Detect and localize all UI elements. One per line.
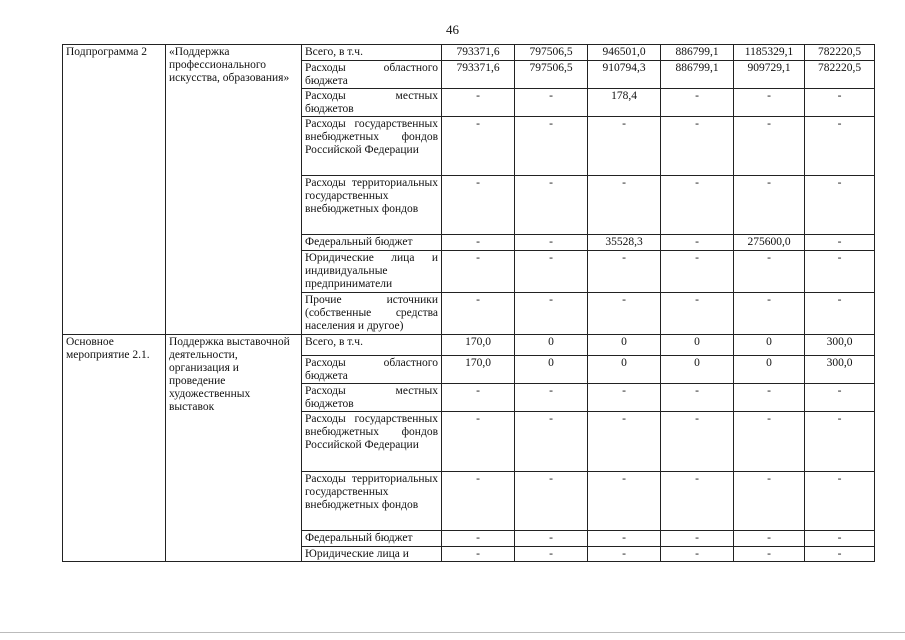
funding-source-cell: Федеральный бюджет xyxy=(302,531,442,547)
value-cell: 0 xyxy=(734,335,805,356)
value-cell: - xyxy=(442,531,515,547)
value-cell: 797506,5 xyxy=(515,61,588,89)
value-cell: - xyxy=(661,472,734,531)
funding-source-cell: Расходы местных бюджетов xyxy=(302,384,442,412)
value-cell: 886799,1 xyxy=(661,45,734,61)
page-bottom-rule xyxy=(0,632,905,633)
value-cell: - xyxy=(734,176,805,235)
value-cell: - xyxy=(515,293,588,335)
value-cell: - xyxy=(588,472,661,531)
value-cell: - xyxy=(442,412,515,472)
value-cell: 886799,1 xyxy=(661,61,734,89)
value-cell: - xyxy=(805,117,875,176)
funding-source-cell: Расходы территориальных государственных внебюджетных фондов xyxy=(302,176,442,235)
value-cell: - xyxy=(588,531,661,547)
value-cell: - xyxy=(734,472,805,531)
value-cell: - xyxy=(805,89,875,117)
value-cell: - xyxy=(515,412,588,472)
value-cell: 0 xyxy=(515,335,588,356)
value-cell: - xyxy=(734,412,805,472)
value-cell: - xyxy=(661,89,734,117)
value-cell: - xyxy=(588,384,661,412)
value-cell: - xyxy=(661,384,734,412)
value-cell: - xyxy=(442,89,515,117)
value-cell: - xyxy=(442,235,515,251)
value-cell: 0 xyxy=(661,335,734,356)
value-cell: - xyxy=(515,531,588,547)
funding-source-cell: Федеральный бюджет xyxy=(302,235,442,251)
value-cell: 0 xyxy=(588,335,661,356)
value-cell: 170,0 xyxy=(442,335,515,356)
funding-source-cell: Расходы территориальных государственных внебюджетных фондов xyxy=(302,472,442,531)
value-cell: - xyxy=(734,384,805,412)
value-cell: - xyxy=(805,412,875,472)
value-cell: - xyxy=(515,251,588,293)
funding-source-cell: Юридические лица и индивидуальные предприниматели xyxy=(302,251,442,293)
funding-source-cell: Всего, в т.ч. xyxy=(302,45,442,61)
value-cell: - xyxy=(734,547,805,562)
value-cell: - xyxy=(734,89,805,117)
funding-source-cell: Всего, в т.ч. xyxy=(302,335,442,356)
value-cell: - xyxy=(661,547,734,562)
value-cell: 0 xyxy=(734,356,805,384)
value-cell: - xyxy=(588,293,661,335)
value-cell: - xyxy=(734,117,805,176)
value-cell: - xyxy=(588,176,661,235)
budget-table xyxy=(62,44,875,562)
value-cell: - xyxy=(442,547,515,562)
funding-source-cell: Прочие источники (собственные средства населения и другое) xyxy=(302,293,442,335)
value-cell: - xyxy=(734,531,805,547)
value-cell: 782220,5 xyxy=(805,45,875,61)
value-cell: 793371,6 xyxy=(442,45,515,61)
value-cell: - xyxy=(515,547,588,562)
value-cell: 946501,0 xyxy=(588,45,661,61)
value-cell: - xyxy=(805,472,875,531)
page-number: 46 xyxy=(446,22,459,37)
funding-source-cell: Расходы областного бюджета xyxy=(302,356,442,384)
value-cell: - xyxy=(661,235,734,251)
value-cell: 178,4 xyxy=(588,89,661,117)
value-cell: 793371,6 xyxy=(442,61,515,89)
value-cell: - xyxy=(442,176,515,235)
funding-source-cell: Расходы государственных внебюджетных фондов Российской Федерации xyxy=(302,117,442,176)
program-name-cell: «Поддержка профессионального искусства, образования» xyxy=(166,45,302,335)
value-cell: 300,0 xyxy=(805,335,875,356)
value-cell: 0 xyxy=(588,356,661,384)
funding-source-cell: Юридические лица и xyxy=(302,547,442,562)
value-cell: - xyxy=(805,293,875,335)
funding-source-cell: Расходы местных бюджетов xyxy=(302,89,442,117)
value-cell: - xyxy=(442,251,515,293)
value-cell: 170,0 xyxy=(442,356,515,384)
value-cell: - xyxy=(442,472,515,531)
value-cell: - xyxy=(805,251,875,293)
value-cell: - xyxy=(515,176,588,235)
value-cell: - xyxy=(588,547,661,562)
value-cell: - xyxy=(442,384,515,412)
value-cell: - xyxy=(661,412,734,472)
value-cell: - xyxy=(805,547,875,562)
value-cell: 0 xyxy=(661,356,734,384)
value-cell: 909729,1 xyxy=(734,61,805,89)
funding-source-cell: Расходы государственных внебюджетных фондов Российской Федерации xyxy=(302,412,442,472)
value-cell: 300,0 xyxy=(805,356,875,384)
value-cell: - xyxy=(588,412,661,472)
value-cell: - xyxy=(442,117,515,176)
value-cell: - xyxy=(805,176,875,235)
value-cell: - xyxy=(805,531,875,547)
value-cell: - xyxy=(515,89,588,117)
value-cell: 1185329,1 xyxy=(734,45,805,61)
value-cell: 910794,3 xyxy=(588,61,661,89)
value-cell: - xyxy=(588,251,661,293)
value-cell: - xyxy=(661,293,734,335)
program-cell: Подпрограмма 2 xyxy=(63,45,166,335)
funding-source-cell: Расходы областного бюджета xyxy=(302,61,442,89)
program-cell: Основное мероприятие 2.1. xyxy=(63,335,166,562)
value-cell: - xyxy=(515,235,588,251)
value-cell: - xyxy=(515,472,588,531)
table-row xyxy=(63,335,875,356)
table-row xyxy=(63,45,875,61)
value-cell: 797506,5 xyxy=(515,45,588,61)
value-cell: - xyxy=(661,117,734,176)
value-cell: - xyxy=(588,117,661,176)
value-cell: - xyxy=(661,176,734,235)
value-cell: 0 xyxy=(515,356,588,384)
program-name-cell: Поддержка выставочной деятельности, организация и проведение художественных выставок xyxy=(166,335,302,562)
value-cell: - xyxy=(661,531,734,547)
value-cell: - xyxy=(734,251,805,293)
value-cell: 782220,5 xyxy=(805,61,875,89)
value-cell: - xyxy=(734,293,805,335)
value-cell: - xyxy=(661,251,734,293)
value-cell: - xyxy=(805,235,875,251)
value-cell: - xyxy=(442,293,515,335)
value-cell: 275600,0 xyxy=(734,235,805,251)
value-cell: - xyxy=(515,117,588,176)
value-cell: 35528,3 xyxy=(588,235,661,251)
value-cell: - xyxy=(805,384,875,412)
value-cell: - xyxy=(515,384,588,412)
